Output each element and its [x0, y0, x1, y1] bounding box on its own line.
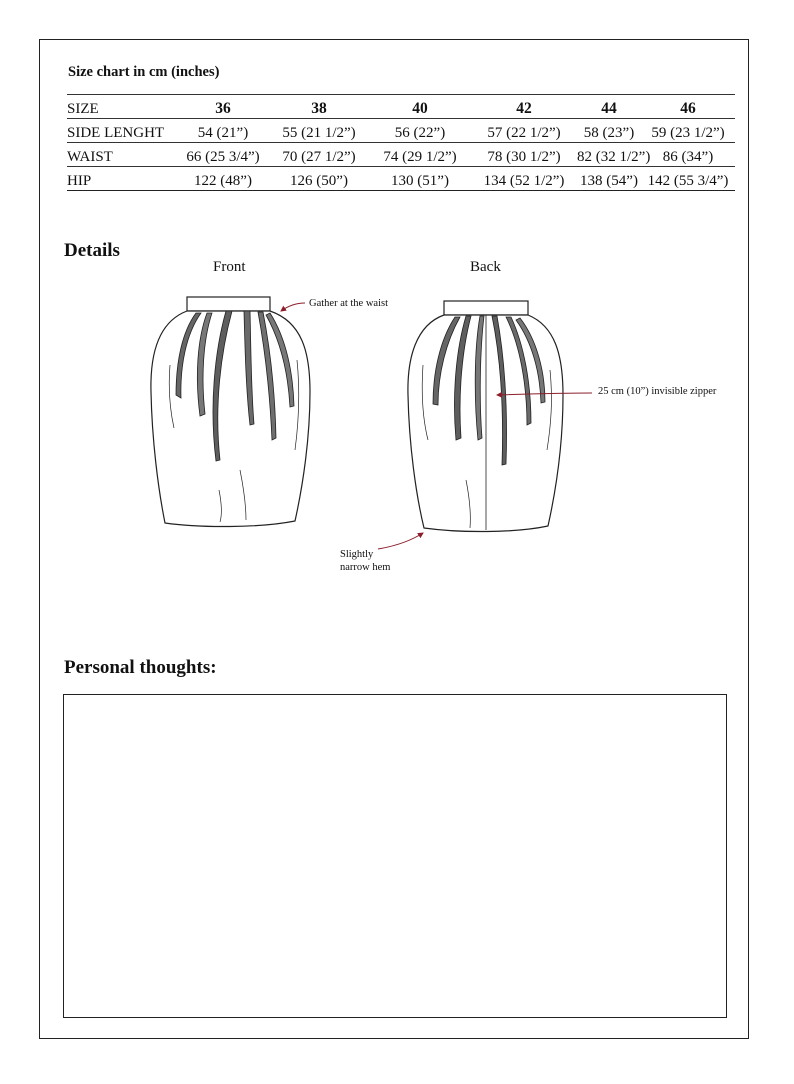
back-skirt-illustration — [408, 301, 563, 532]
size-header-label: SIZE — [67, 101, 99, 117]
table-cell: 59 (23 1/2”) — [651, 125, 725, 141]
table-cell: 142 (55 3/4”) — [647, 173, 729, 189]
table-cell: 82 (32 1/2”) — [577, 149, 651, 165]
personal-thoughts-box[interactable] — [63, 694, 727, 1018]
table-cell: 126 (50”) — [290, 173, 348, 189]
table-cell: 55 (21 1/2”) — [282, 125, 356, 141]
table-cell: 56 (22”) — [394, 125, 446, 141]
size-46: 46 — [680, 100, 696, 117]
personal-thoughts-heading: Personal thoughts: — [64, 657, 217, 678]
table-cell: 54 (21”) — [197, 125, 249, 141]
table-cell: 57 (22 1/2”) — [487, 125, 561, 141]
table-cell: 66 (25 3/4”) — [186, 149, 260, 165]
table-cell: 138 (54”) — [580, 173, 638, 189]
size-40: 40 — [412, 100, 428, 117]
details-heading: Details — [64, 240, 120, 261]
front-skirt-illustration — [151, 297, 310, 527]
hem-arrow — [378, 533, 423, 549]
size-38: 38 — [311, 100, 327, 117]
row-label: SIDE LENGHT — [67, 125, 165, 141]
hem-annotation-line2: narrow hem — [340, 562, 391, 573]
table-cell: 122 (48”) — [194, 173, 252, 189]
hem-annotation-line1: Slightly — [340, 549, 374, 560]
row-label: HIP — [67, 173, 92, 189]
table-cell: 70 (27 1/2”) — [282, 149, 356, 165]
zipper-annotation: 25 cm (10”) invisible zipper — [598, 386, 717, 397]
table-cell: 58 (23”) — [583, 125, 635, 141]
table-cell: 86 (34”) — [662, 149, 714, 165]
front-view-label: Front — [213, 259, 246, 275]
table-cell: 130 (51”) — [391, 173, 449, 189]
size-42: 42 — [516, 100, 532, 117]
gather-annotation: Gather at the waist — [309, 298, 389, 309]
table-cell: 74 (29 1/2”) — [383, 149, 457, 165]
size-44: 44 — [601, 100, 617, 117]
size-36: 36 — [215, 100, 231, 117]
row-label: WAIST — [67, 149, 113, 165]
back-view-label: Back — [470, 259, 501, 275]
gather-arrow — [281, 303, 305, 311]
size-chart-title: Size chart in cm (inches) — [68, 64, 220, 80]
table-cell: 78 (30 1/2”) — [487, 149, 561, 165]
table-cell: 134 (52 1/2”) — [483, 173, 565, 189]
